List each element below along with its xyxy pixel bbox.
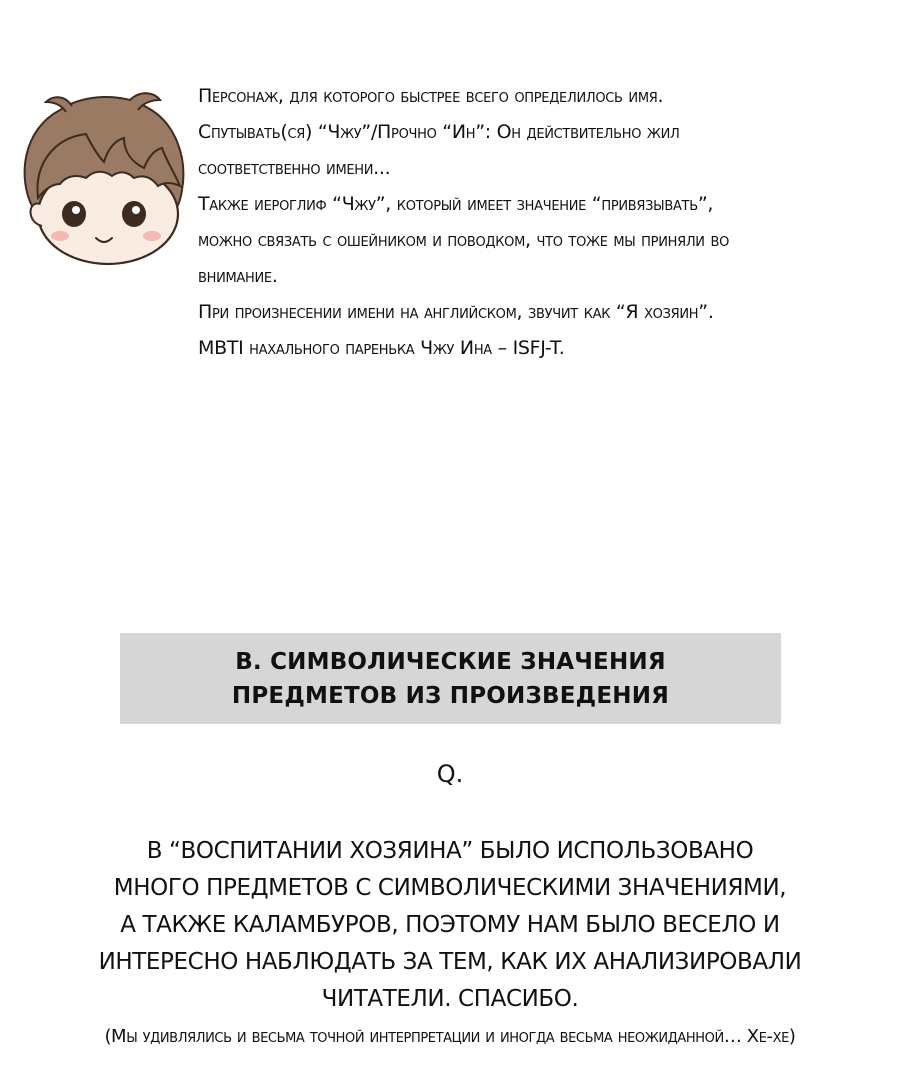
answer-aside: (Мы удивлялись и весьма точной интерпретации и иногда весьма неожиданной… Хе-хе) (104, 1026, 796, 1047)
section-title-line: B. СИМВОЛИЧЕСКИЕ ЗНАЧЕНИЯ (235, 648, 666, 675)
answer-line: ИНТЕРЕСНО НАБЛЮДАТЬ ЗА ТЕМ, КАК ИХ АНАЛИЗИРОВАЛИ (98, 949, 802, 975)
answer-line: А ТАКЖЕ КАЛАМБУРОВ, ПОЭТОМУ НАМ БЫЛО ВЕСЕЛО И (120, 912, 780, 938)
description-line: Персонаж, для которого быстрее всего определилось имя. (198, 85, 664, 107)
description-line: внимание. (198, 265, 278, 287)
answer-text (0, 833, 900, 1018)
answer-line: МНОГО ПРЕДМЕТОВ С СИМВОЛИЧЕСКИМИ ЗНАЧЕНИЯМИ, (113, 875, 787, 901)
description-line: можно связать с ошейником и поводком, что тоже мы приняли во (198, 229, 730, 251)
description-line: При произнесении имени на английском, звучит как “Я хозяин”. (198, 301, 714, 323)
section-title-banner (120, 633, 781, 724)
question-marker: Q. (436, 760, 464, 788)
character-avatar (12, 86, 194, 272)
left-cheek (51, 231, 69, 241)
character-description (198, 78, 878, 366)
description-line: Спутывать(ся) “Чжу”/Прочно “Ин”: Он действительно жил (198, 121, 680, 143)
answer-line: В “ВОСПИТАНИИ ХОЗЯИНА” БЫЛО ИСПОЛЬЗОВАНО (146, 838, 754, 864)
answer-line: ЧИТАТЕЛИ. СПАСИБО. (321, 986, 579, 1012)
description-line: соответственно имени... (198, 157, 391, 179)
right-cheek (143, 231, 161, 241)
left-eye (62, 201, 86, 227)
description-line: MBTI нахального паренька Чжу Ина – ISFJ-T. (198, 337, 565, 359)
description-line: Также иероглиф “Чжу”, который имеет значение “привязывать”, (198, 193, 714, 215)
right-eye (122, 201, 146, 227)
section-title-line: ПРЕДМЕТОВ ИЗ ПРОИЗВЕДЕНИЯ (231, 682, 670, 709)
